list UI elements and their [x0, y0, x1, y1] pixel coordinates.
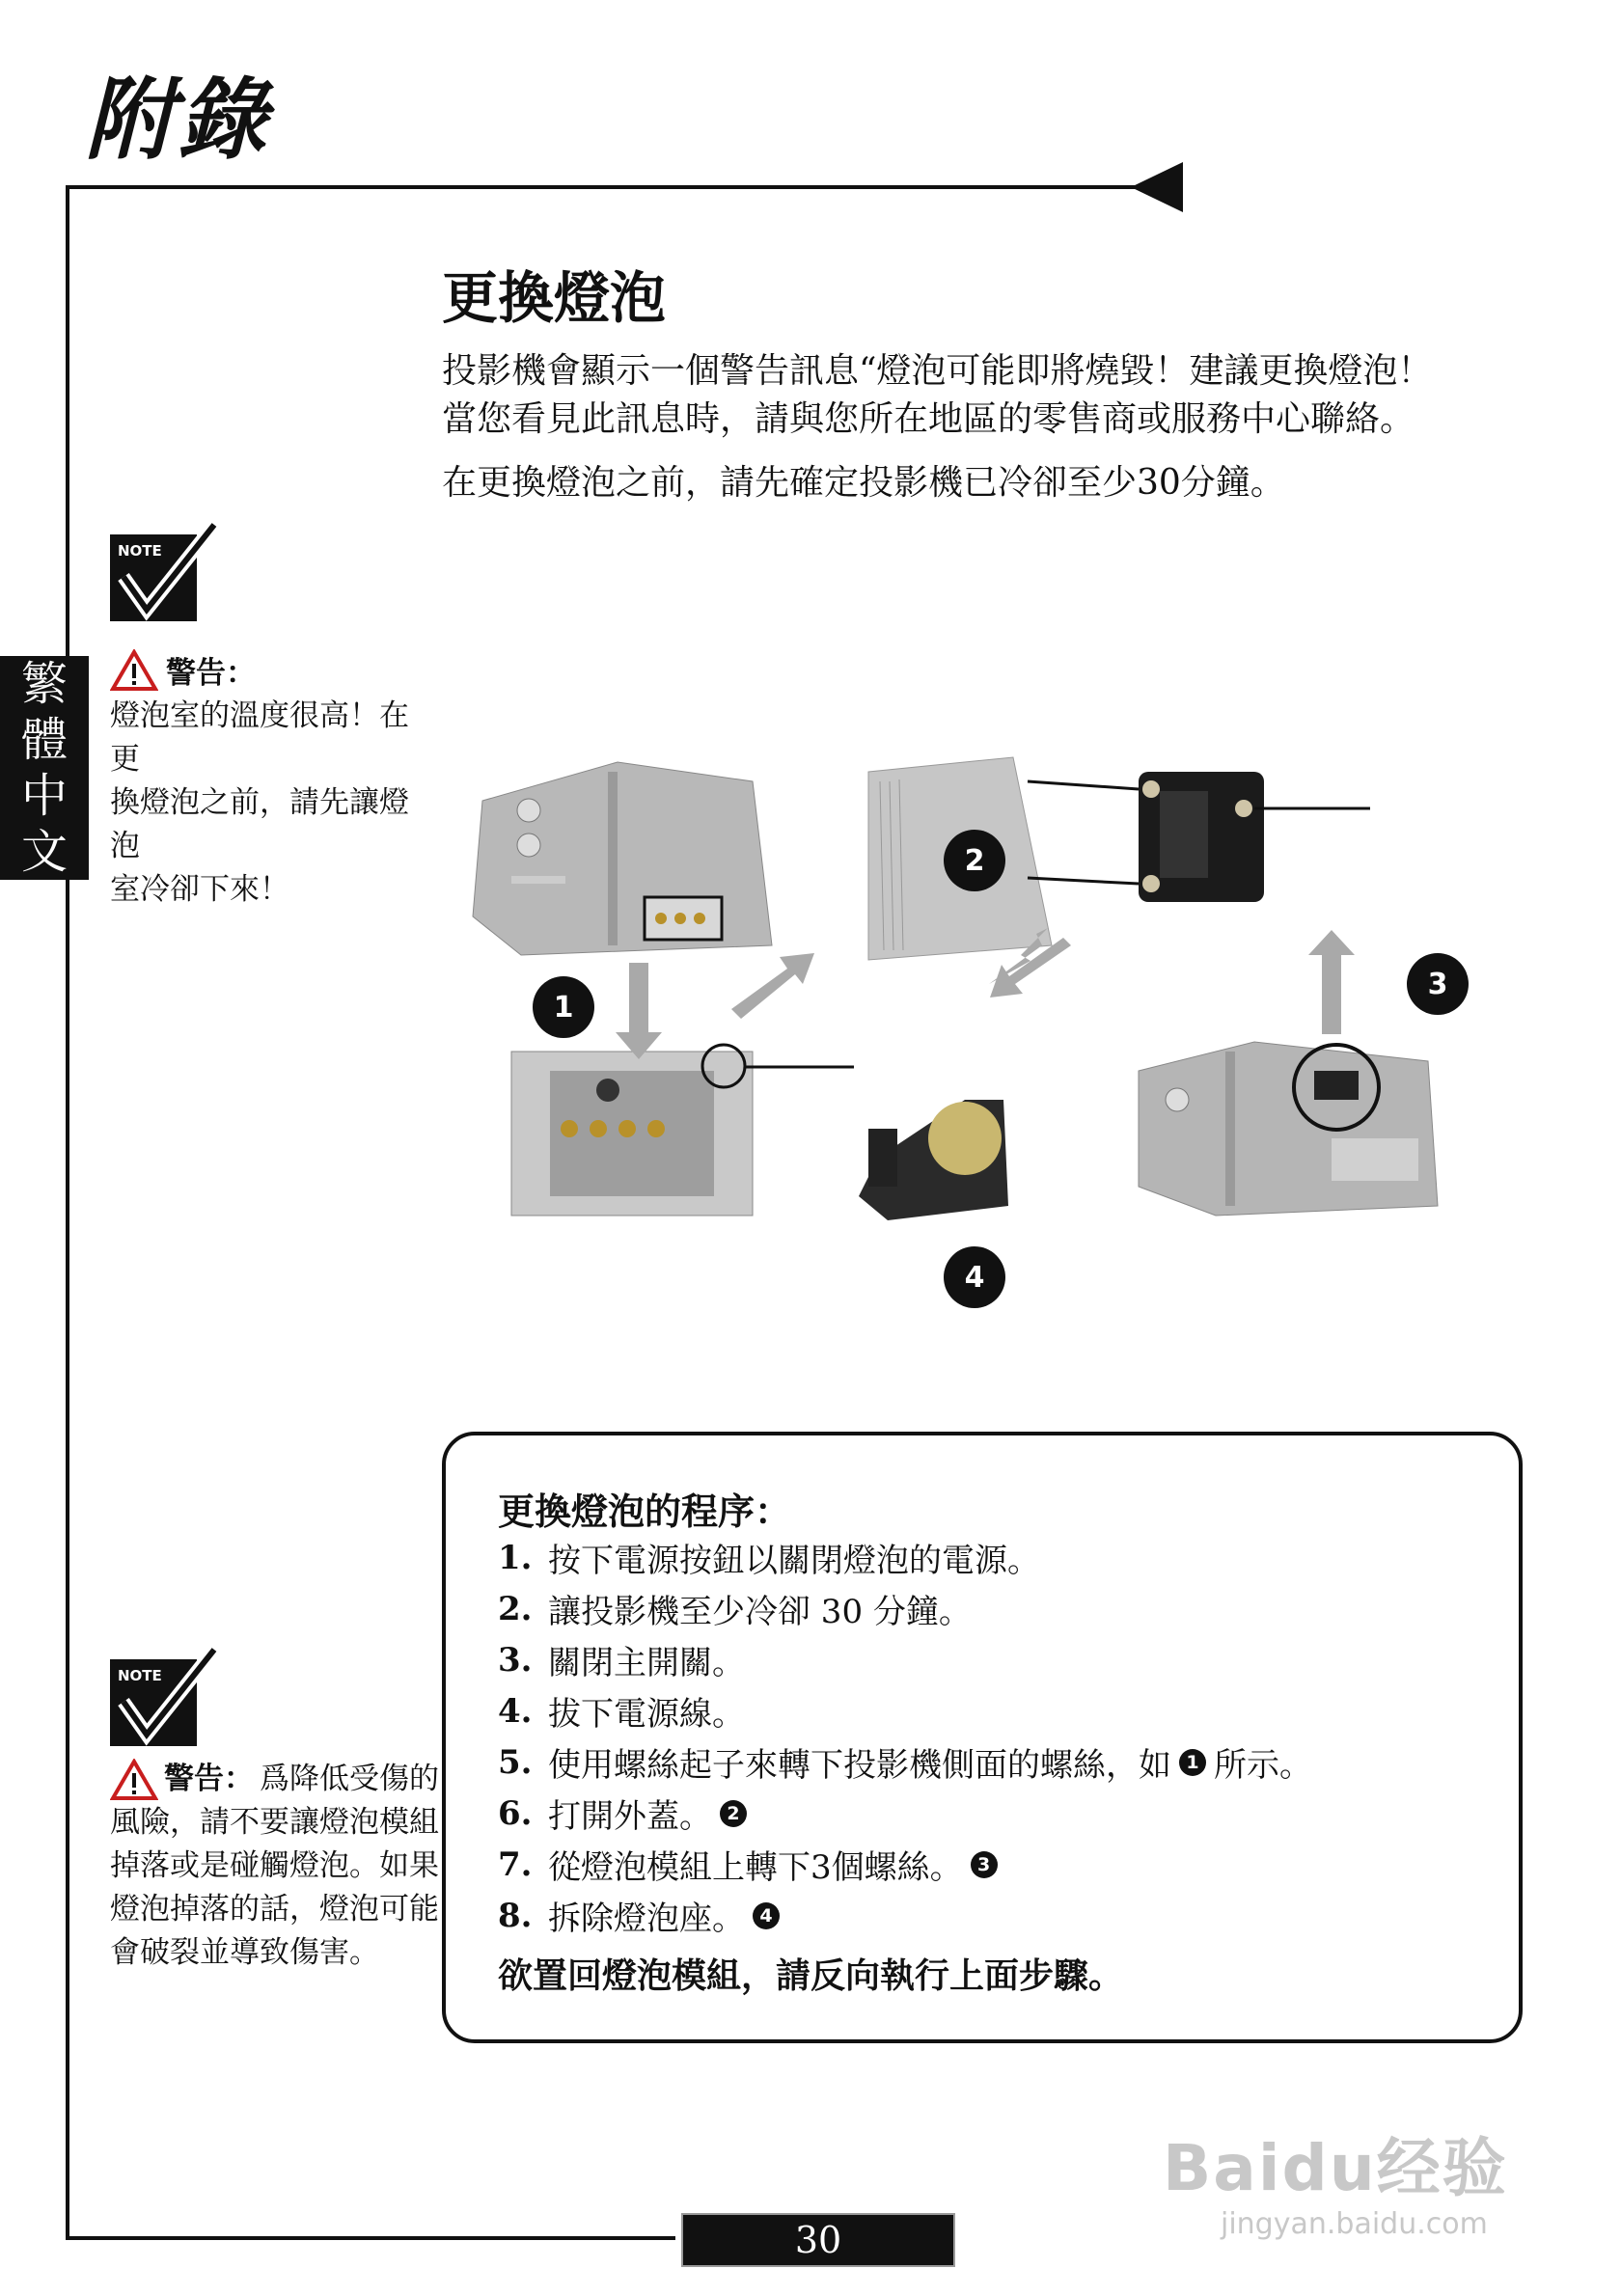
language-side-tab: [0, 656, 89, 880]
step-ref-badge: 1: [1179, 1749, 1206, 1776]
step-text: 使用螺絲起子來轉下投影機側面的螺絲，如: [548, 1746, 1171, 1785]
step-text: 打開外蓋。: [548, 1797, 712, 1836]
procedure-step: [498, 1585, 972, 1632]
note2-line: 燈泡掉落的話，燈泡可能: [110, 1892, 439, 1927]
procedure-step: [498, 1841, 1005, 1888]
watermark-url: jingyan.baidu.com: [1221, 2207, 1488, 2241]
note1-line: 室冷卻下來！: [110, 872, 289, 907]
connector-panel-image: [511, 1045, 854, 1216]
note-check-icon: [106, 521, 203, 617]
step-text: 拔下電源線。: [548, 1695, 745, 1734]
step-number: 1.: [498, 1538, 533, 1577]
left-rule: [66, 185, 69, 2240]
step-text: 關閉主開關。: [548, 1644, 745, 1682]
procedure-step: [498, 1687, 745, 1735]
procedure-footer: 欲置回燈泡模組，請反向執行上面步驟。: [498, 1955, 1124, 1996]
projector-front-image: [473, 762, 772, 955]
step-number: 3.: [498, 1640, 533, 1680]
note2-line: 掉落或是碰觸燈泡。如果: [110, 1848, 439, 1883]
note1-line: 換燈泡之前，請先讓燈泡: [110, 785, 409, 863]
note2-line: 爲降低受傷的: [260, 1762, 439, 1796]
step-number: 6.: [498, 1793, 533, 1833]
procedure-step: [498, 1892, 787, 1939]
step-number: 8.: [498, 1896, 533, 1935]
side-tab-char: 文: [20, 825, 68, 879]
page-number: 30: [681, 2213, 955, 2267]
section-title: 更換燈泡: [442, 265, 667, 331]
note-check-icon: [106, 1646, 203, 1742]
note1-body: [110, 695, 438, 912]
note2-body: [110, 1758, 448, 1975]
lamp-replacement-figure: [463, 752, 1505, 1312]
baidu-watermark: [1163, 2063, 1549, 2255]
procedure-heading: 更換燈泡的程序：: [498, 1490, 792, 1533]
bottom-rule: [66, 2236, 675, 2240]
note1-line: 燈泡室的溫度很高！在更: [110, 698, 409, 777]
note2-line: 會破裂並導致傷害。: [110, 1935, 379, 1970]
note2-first-line: [110, 1758, 448, 1801]
step-badge-2: 2: [944, 830, 1005, 891]
intro-line-1: 投影機會顯示一個警告訊息“燈泡可能即將燒毀！建議更換燈泡！: [442, 351, 1433, 391]
procedure-step: [498, 1534, 1040, 1581]
step-text-after: 所示。: [1214, 1746, 1312, 1785]
step-text: 從燈泡模組上轉下3個螺絲。: [548, 1848, 963, 1887]
warning-triangle-icon: [110, 649, 158, 692]
side-tab-char: 體: [20, 713, 68, 767]
step-text: 讓投影機至少冷卻 30 分鐘。: [548, 1593, 972, 1631]
procedure-step: [498, 1636, 745, 1683]
step-number: 5.: [498, 1742, 533, 1782]
procedure-step: [498, 1738, 1312, 1786]
note1-heading: [110, 648, 256, 692]
lamp-assembly-image: [859, 1100, 1008, 1220]
step-text: 拆除燈泡座。: [548, 1900, 745, 1938]
lamp-module-top-image: [1028, 772, 1370, 902]
svg-text:NOTE: NOTE: [118, 1667, 162, 1684]
warning-triangle-icon: [110, 1759, 158, 1801]
step-number: 2.: [498, 1589, 533, 1628]
svg-text:NOTE: NOTE: [118, 542, 162, 560]
step-badge-1: 1: [533, 976, 594, 1038]
watermark-logo: Baidu经验: [1163, 2131, 1508, 2205]
procedure-step: [498, 1790, 755, 1837]
step-ref-badge: 2: [720, 1800, 747, 1827]
step-text: 按下電源按鈕以關閉燈泡的電源。: [548, 1542, 1040, 1580]
top-rule: [66, 185, 1154, 189]
step-number: 7.: [498, 1845, 533, 1884]
intro-line-2: 當您看見此訊息時，請與您所在地區的零售商或服務中心聯絡。: [442, 399, 1415, 439]
page-header-title: 附錄: [85, 68, 271, 172]
note2-line: 風險，請不要讓燈泡模組: [110, 1805, 439, 1840]
side-tab-char: 繁: [20, 657, 68, 711]
note2-warning-label: 警告：: [164, 1762, 254, 1796]
projector-lamp-bay-image: [1139, 1042, 1438, 1216]
intro-paragraph: [442, 347, 1532, 444]
side-tab-char: 中: [20, 769, 68, 823]
step-ref-badge: 4: [753, 1902, 780, 1929]
step-ref-badge: 3: [971, 1851, 998, 1878]
step-badge-4: 4: [944, 1246, 1005, 1308]
note1-warning-label: 警告：: [166, 656, 256, 691]
cooling-paragraph: 在更換燈泡之前，請先確定投影機已冷卻至少30分鐘。: [442, 463, 1285, 503]
step-number: 4.: [498, 1691, 533, 1731]
step-badge-3: 3: [1407, 953, 1469, 1015]
header-arrow-icon: [1131, 162, 1183, 212]
